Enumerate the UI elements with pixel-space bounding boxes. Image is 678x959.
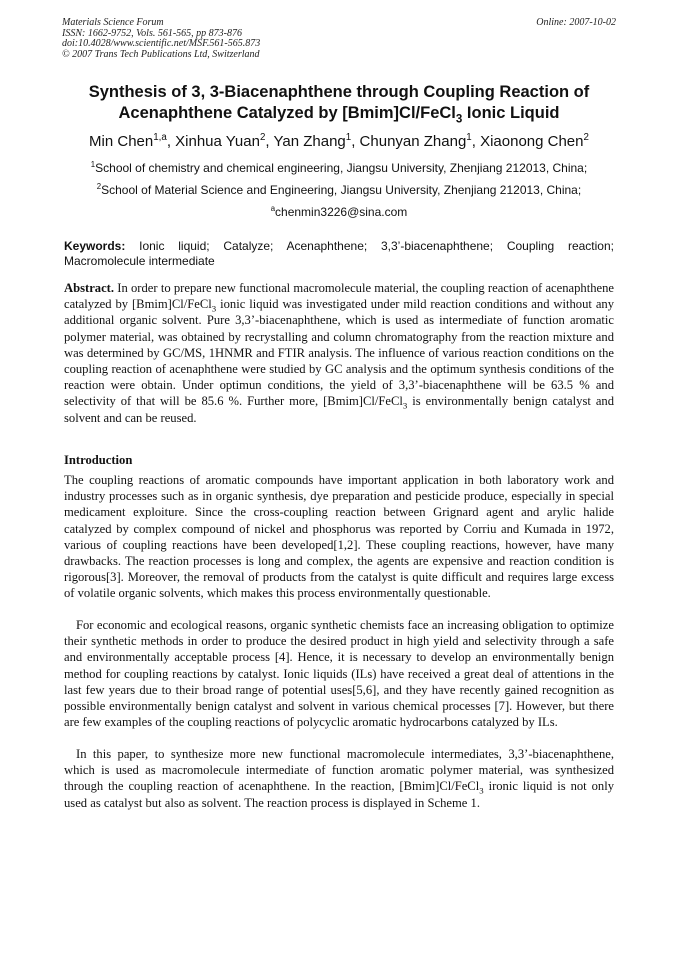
journal-header: [62, 18, 260, 60]
affiliation-2: $^2$School of Material Science and Engineering, Jiangsu University, Zhenjiang 212013, China;: [96, 182, 582, 197]
title-line-1: Synthesis of 3, 3-Biacenaphthene through Coupling Reaction of: [88, 83, 590, 101]
paper-title: [40, 82, 638, 124]
abstract: Abstract. In order to prepare new functional macromolecule material, the coupling reaction of acenaphthene catalyzed by [Bmim]Cl/FeCl$_3$ ionic liquid was investigated under mild reaction conditions and without any additional organic solvent. Pure 3,3’-biacenaphthene, which is used as intermediate of function aromatic polymer material, was obtained by recrystalling and column chromatography from the reaction mixture and was determined by GC/MS, 1HNMR and FTIR analysis. The influence of various reaction conditions on the coupling reaction of acenaphthene were studied by GC analysis and the optimum synthesis conditions of the reaction were obtain. Under optimun conditions, the yield of 3,3’-biacenaphthene will be 63.5 % and selectivity of that will be 85.6 %. Further more, [Bmim]Cl/FeCl$_3$ is environmentally benign catalyst and solvent and can be reused.: [64, 281, 615, 425]
issn-line: ISSN: 1662-9752, Vols. 561-565, pp 873-876: [62, 27, 242, 39]
keywords-label: Keywords:: [64, 239, 126, 253]
intro-paragraph-3: In this paper, to synthesize more new functional macromolecule intermediates, 3,3’-biacenaphthene, which is used as macromolecule intermediate of function aromatic polymer material, was synthesized through the coupling reaction of acenaphthene. In the reaction, [Bmim]Cl/FeCl$_3$ ironic liquid is not only used as catalyst but also as solvent. The reaction process is displayed in Scheme 1.: [64, 747, 614, 810]
intro-paragraph-1: The coupling reactions of aromatic compounds have important application in both laboratory work and industry processes such as in organic synthesis, dye preparation and pesticide produce, especially in special medicament exploiture. Since the cross-coupling reaction between Grignard agent and arylic halide catalyzed by complex compound of nickel and phosphorus was reported by Corriu and Kumada in 1972, various of coupling reactions have been developed[1,2]. These coupling reactions, however, have many drawbacks. The reaction processes is long and complex, the agents are expensive and reaction condition is rigorous[3]. Moreover, the removal of products from the catalyst is quite difficult and requires large excess of volatile organic solvents, which makes this process environmentally questionable.: [64, 473, 614, 601]
intro-paragraph-2: For economic and ecological reasons, organic synthetic chemists face an increasing obligation to optimize their synthetic methods in order to produce the desired product in high yield and selectivity through a safe and environmentally acceptable process [4]. Hence, it is necessary to develop an environmentally benign method for coupling reactions by catalyst. Ionic liquids (ILs) have received a great deal of attentions in the last few years due to their broad range of potential uses[5,6], and they have recently gained recognition as possible environmentally benign catalyst and solvent in various chemical processes [7]. However, but there are few examples of the coupling reactions of polycyclic aromatic hydrocarbons catalyzed by ILs.: [64, 618, 614, 730]
journal-name: Materials Science Forum: [62, 17, 164, 28]
keywords: [64, 239, 614, 269]
online-date: Online: 2007-10-02: [536, 17, 616, 28]
affiliation-1: $^1$School of chemistry and chemical engineering, Jiangsu University, Zhenjiang 212013, China;: [90, 160, 588, 175]
author-email: $^a$chenmin3226@sina.com: [270, 204, 408, 219]
title-line-2: Acenaphthene Catalyzed by [Bmim]Cl/FeCl$_3$ Ionic Liquid: [118, 104, 560, 126]
author-list: [30, 133, 648, 151]
doi-line: doi:10.4028/www.scientific.net/MSF.561-565.873: [62, 38, 261, 49]
author: Yan Zhang$^1$,: [273, 132, 360, 150]
author: Xiaonong Chen$^2$: [480, 132, 589, 150]
abstract-label: Abstract.: [64, 281, 115, 295]
copyright-line: © 2007 Trans Tech Publications Ltd, Switzerland: [62, 48, 260, 60]
author: Xinhua Yuan$^2$,: [175, 132, 274, 150]
author: Min Chen$^{1,a}$,: [89, 132, 176, 150]
keywords-text: Ionic liquid; Catalyze; Acenaphthene; 3,3’-biacenaphthene; Coupling reaction; Macromolecule intermediate: [64, 239, 614, 268]
section-heading-introduction: Introduction: [64, 453, 133, 467]
author: Chunyan Zhang$^1$,: [359, 132, 481, 150]
